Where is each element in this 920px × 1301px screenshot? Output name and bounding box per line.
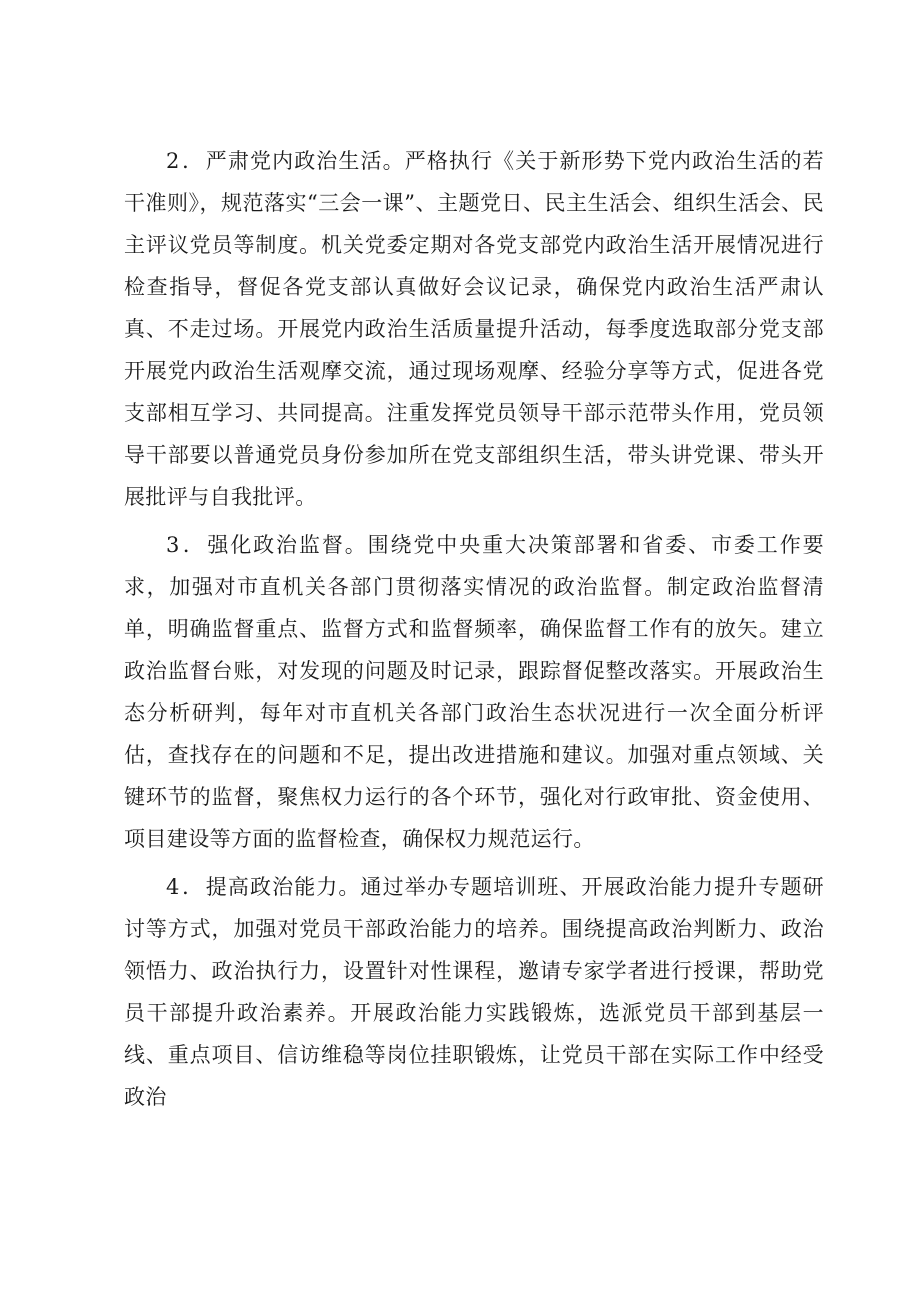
paragraph-text: 强化政治监督。围绕党中央重大决策部署和省委、市委工作要求，加强对市直机关各部门贯彻落实情况的政治监督。制定政治监督清单，明确监督重点、监督方式和监督频率，确保监督工作有的放矢。建立政治监督台账，对发现的问题及时记录，跟踪督促整改落实。开展政治生态分析研判，每年对市直机关各部门政治生态状况进行一次全面分析评估，查找存在的问题和不足，提出改进措施和建议。加强对重点领域、关键环节的监督，聚焦权力运行的各个环节，强化对行政审批、资金使用、项目建设等方面的监督检查，确保权力规范运行。 (124, 533, 824, 851)
paragraph-text: 严肃党内政治生活。严格执行《关于新形势下党内政治生活的若干准则》，规范落实“三会一课”、主题党日、民主生活会、组织生活会、民主评议党员等制度。机关党委定期对各党支部党内政治生活开展情况进行检查指导，督促各党支部认真做好会议记录，确保党内政治生活严肃认真、不走过场。开展党内政治生活质量提升活动，每季度选取部分党支部开展党内政治生活观摩交流，通过现场观摩、经验分享等方式，促进各党支部相互学习、共同提高。注重发挥党员领导干部示范带头作用，党员领导干部要以普通党员身份参加所在党支部组织生活，带头讲党课、带头开展批评与自我批评。 (124, 149, 824, 509)
paragraph-number: 2． (166, 149, 206, 173)
paragraph-3 (124, 524, 824, 860)
paragraph-2 (124, 140, 824, 518)
paragraph-number: 3． (166, 533, 208, 557)
paragraph-4 (124, 866, 824, 1118)
document-body (124, 140, 824, 1124)
paragraph-number: 4． (166, 875, 206, 899)
paragraph-text: 提高政治能力。通过举办专题培训班、开展政治能力提升专题研讨等方式，加强对党员干部政治能力的培养。围绕提高政治判断力、政治领悟力、政治执行力，设置针对性课程，邀请专家学者进行授课，帮助党员干部提升政治素养。开展政治能力实践锻炼，选派党员干部到基层一线、重点项目、信访维稳等岗位挂职锻炼，让党员干部在实际工作中经受政治 (124, 875, 824, 1109)
